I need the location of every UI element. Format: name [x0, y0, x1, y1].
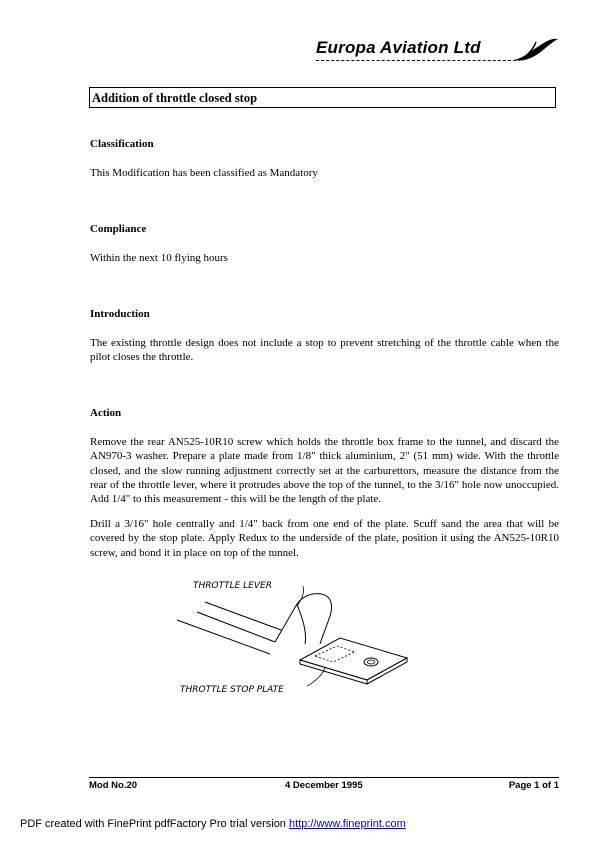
footer-date: 4 December 1995: [285, 780, 363, 791]
document-title: Addition of throttle closed stop: [92, 91, 258, 105]
compliance-heading: Compliance: [90, 223, 147, 235]
fineprint-link[interactable]: http://www.fineprint.com: [288, 818, 406, 830]
logo-text: Europa Aviation Ltd: [316, 38, 481, 57]
sketch-drawing: [175, 572, 425, 697]
page-number: Page 1 of 1: [508, 780, 559, 791]
company-logo: [316, 36, 561, 68]
title-box: [89, 87, 556, 108]
action-heading: Action: [90, 407, 122, 419]
throttle-stop-sketch: [175, 572, 425, 697]
mod-number: Mod No.20: [89, 780, 138, 791]
pdf-creator-note: [20, 818, 406, 830]
logo-underline: [316, 60, 516, 61]
lever-label: THROTTLE LEVER: [193, 581, 272, 591]
bird-icon: [512, 36, 560, 66]
classification-heading: Classification: [90, 138, 154, 150]
action-paragraph-2: Drill a 3/16" hole centrally and 1/4" back from one end of the plate. Scuff sand the area that will be covered by the stop plate. Apply Redux to the underside of the plate, position it using the AN525-10R10 screw, and bond it in place on top of the tunnel.: [90, 518, 559, 559]
page-footer: [89, 777, 559, 794]
introduction-heading: Introduction: [90, 308, 150, 320]
pdf-note-text: PDF created with FinePrint pdfFactory Pro trial version: [20, 818, 289, 830]
action-paragraph-1: Remove the rear AN525-10R10 screw which holds the throttle box frame to the tunnel, and discard the AN970-3 washer. Prepare a plate made from 1/8" thick aluminium, 2" (51 mm) wide. With the throttle closed, and the slow running adjustment correctly set at the carburettors, measure the distance from the rear of the throttle lever, where it protrudes above the top of the tunnel, to the 3/16" hole now unoccupied. Add 1/4" to this measurement - this will be the length of the plate.: [90, 436, 559, 506]
introduction-text: The existing throttle design does not include a stop to prevent stretching of the throttle cable when the pilot closes the throttle.: [90, 337, 559, 364]
classification-text: This Modification has been classified as Mandatory: [90, 167, 318, 179]
compliance-text: Within the next 10 flying hours: [90, 252, 228, 264]
plate-label: THROTTLE STOP PLATE: [180, 685, 284, 695]
